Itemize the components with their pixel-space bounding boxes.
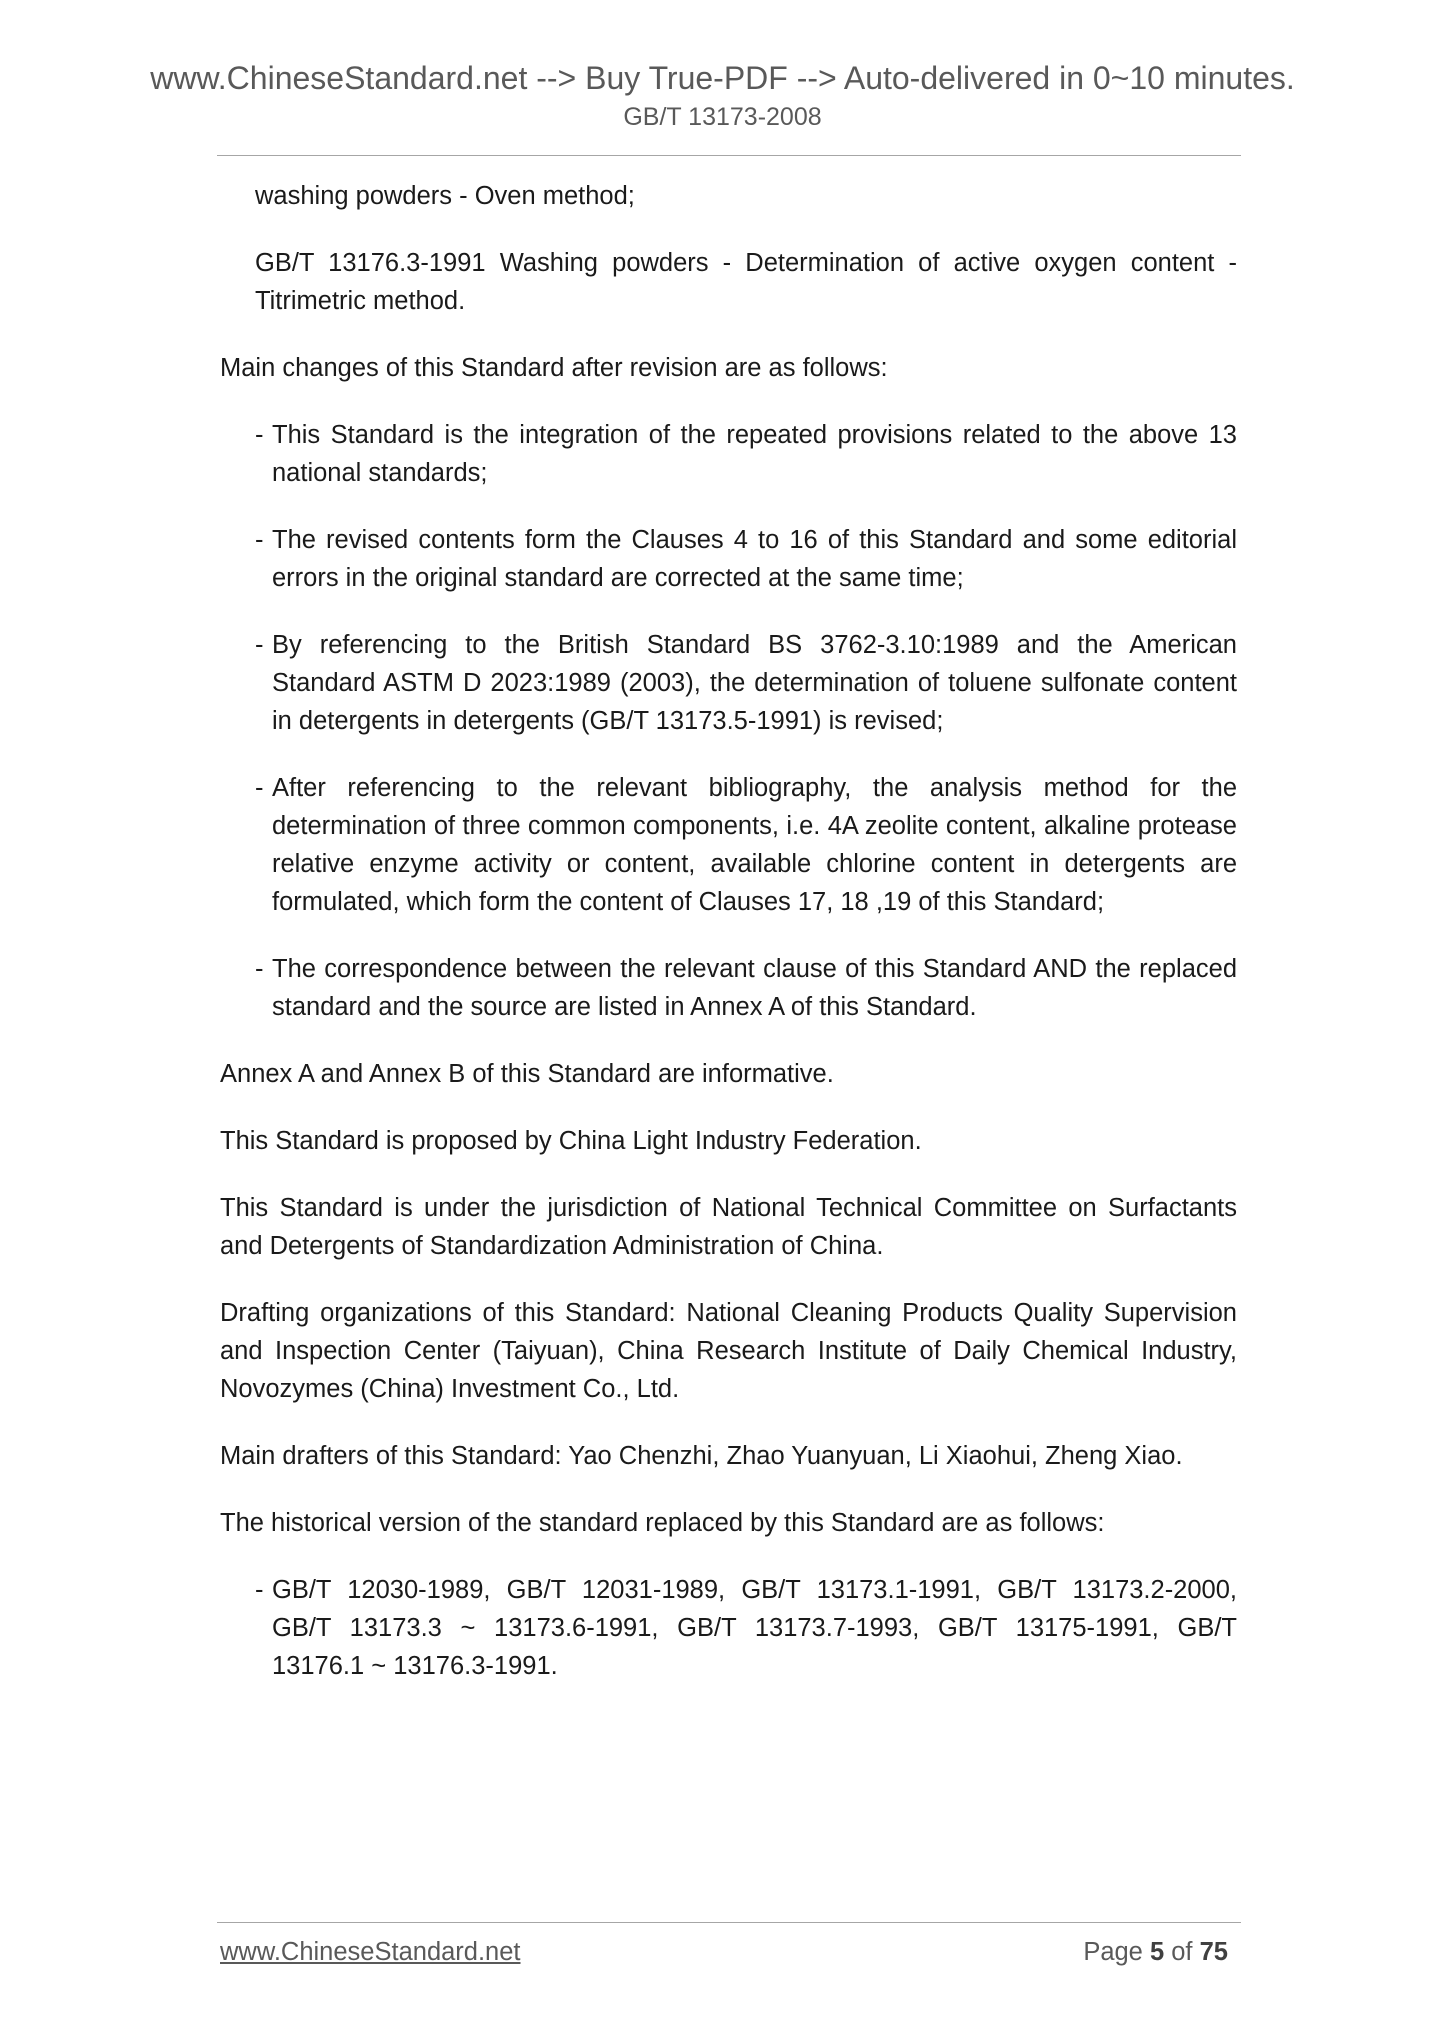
paragraph-main-changes-intro: Main changes of this Standard after revision are as follows: [220, 354, 888, 382]
document-body [220, 177, 1237, 1714]
list-item [255, 950, 1237, 1026]
footer-site-link[interactable]: www.ChineseStandard.net [220, 1938, 521, 1966]
dash-bullet: - [255, 421, 264, 449]
list-item-text: This Standard is the integration of the repeated provisions related to the above 13 national standards; [272, 421, 1237, 487]
paragraph-jurisdiction: This Standard is under the jurisdiction of National Technical Committee on Surfactants and Detergents of Standardization Administration of China. [220, 1194, 1237, 1260]
dash-bullet: - [255, 526, 264, 554]
page-current: 5 [1149, 1938, 1165, 1966]
page-header [0, 58, 1445, 134]
page-label: Page [1083, 1938, 1143, 1966]
paragraph-annex-note: Annex A and Annex B of this Standard are informative. [220, 1060, 834, 1088]
list-item [255, 416, 1237, 492]
paragraph-history-intro: The historical version of the standard replaced by this Standard are as follows: [220, 1509, 1105, 1537]
dash-bullet: - [255, 955, 264, 983]
page-of: of [1171, 1938, 1193, 1966]
header-divider [217, 155, 1241, 156]
list-item [255, 1571, 1237, 1685]
list-item-text: The revised contents form the Clauses 4 to 16 of this Standard and some editorial errors in the original standard are corrected at the same time; [272, 526, 1237, 592]
dash-bullet: - [255, 631, 264, 659]
footer-divider [217, 1922, 1241, 1923]
list-item-text: The correspondence between the relevant clause of this Standard AND the replaced standard and the source are listed in Annex A of this Standard. [272, 955, 1237, 1021]
page-total: 75 [1199, 1938, 1228, 1966]
list-item [255, 769, 1237, 921]
list-item-text: By referencing to the British Standard BS 3762-3.10:1989 and the American Standard ASTM D 2023:1989 (2003), the determination of toluene sulfonate content in detergents in detergents (GB/T 13173.5-1991) is revised; [272, 631, 1237, 735]
standard-code: GB/T 13173-2008 [623, 103, 822, 131]
list-item-text: GB/T 12030-1989, GB/T 12031-1989, GB/T 13173.1-1991, GB/T 13173.2-2000, GB/T 13173.3 ~ 13173.6-1991, GB/T 13173.7-1993, GB/T 13175-1991, GB/T 13176.1 ~ 13176.3-1991. [272, 1576, 1237, 1680]
paragraph-drafting-orgs: Drafting organizations of this Standard: National Cleaning Products Quality Supervision and Inspection Center (Taiyuan), China Research Institute of Daily Chemical Industry, Novozymes (China) Investment Co., Ltd. [220, 1299, 1237, 1403]
list-item [255, 626, 1237, 740]
list-item [255, 521, 1237, 597]
paragraph-oven-method: washing powders - Oven method; [255, 182, 635, 210]
page-number [1083, 1938, 1228, 1967]
page-footer [220, 1938, 1228, 1974]
list-item-text: After referencing to the relevant bibliography, the analysis method for the determination of three common components, i.e. 4A zeolite content, alkaline protease relative enzyme activity or content, available chlorine content in detergents are formulated, which form the content of Clauses 17, 18 ,19 of this Standard; [272, 774, 1237, 916]
paragraph-drafters: Main drafters of this Standard: Yao Chenzhi, Zhao Yuanyuan, Li Xiaohui, Zheng Xiao. [220, 1442, 1183, 1470]
dash-bullet: - [255, 774, 264, 802]
dash-bullet: - [255, 1576, 264, 1604]
paragraph-proposed-by: This Standard is proposed by China Light Industry Federation. [220, 1127, 922, 1155]
header-banner: www.ChineseStandard.net --> Buy True-PDF --> Auto-delivered in 0~10 minutes. [150, 60, 1295, 96]
paragraph-active-oxygen: GB/T 13176.3-1991 Washing powders - Determination of active oxygen content - Titrimetric method. [255, 249, 1237, 315]
